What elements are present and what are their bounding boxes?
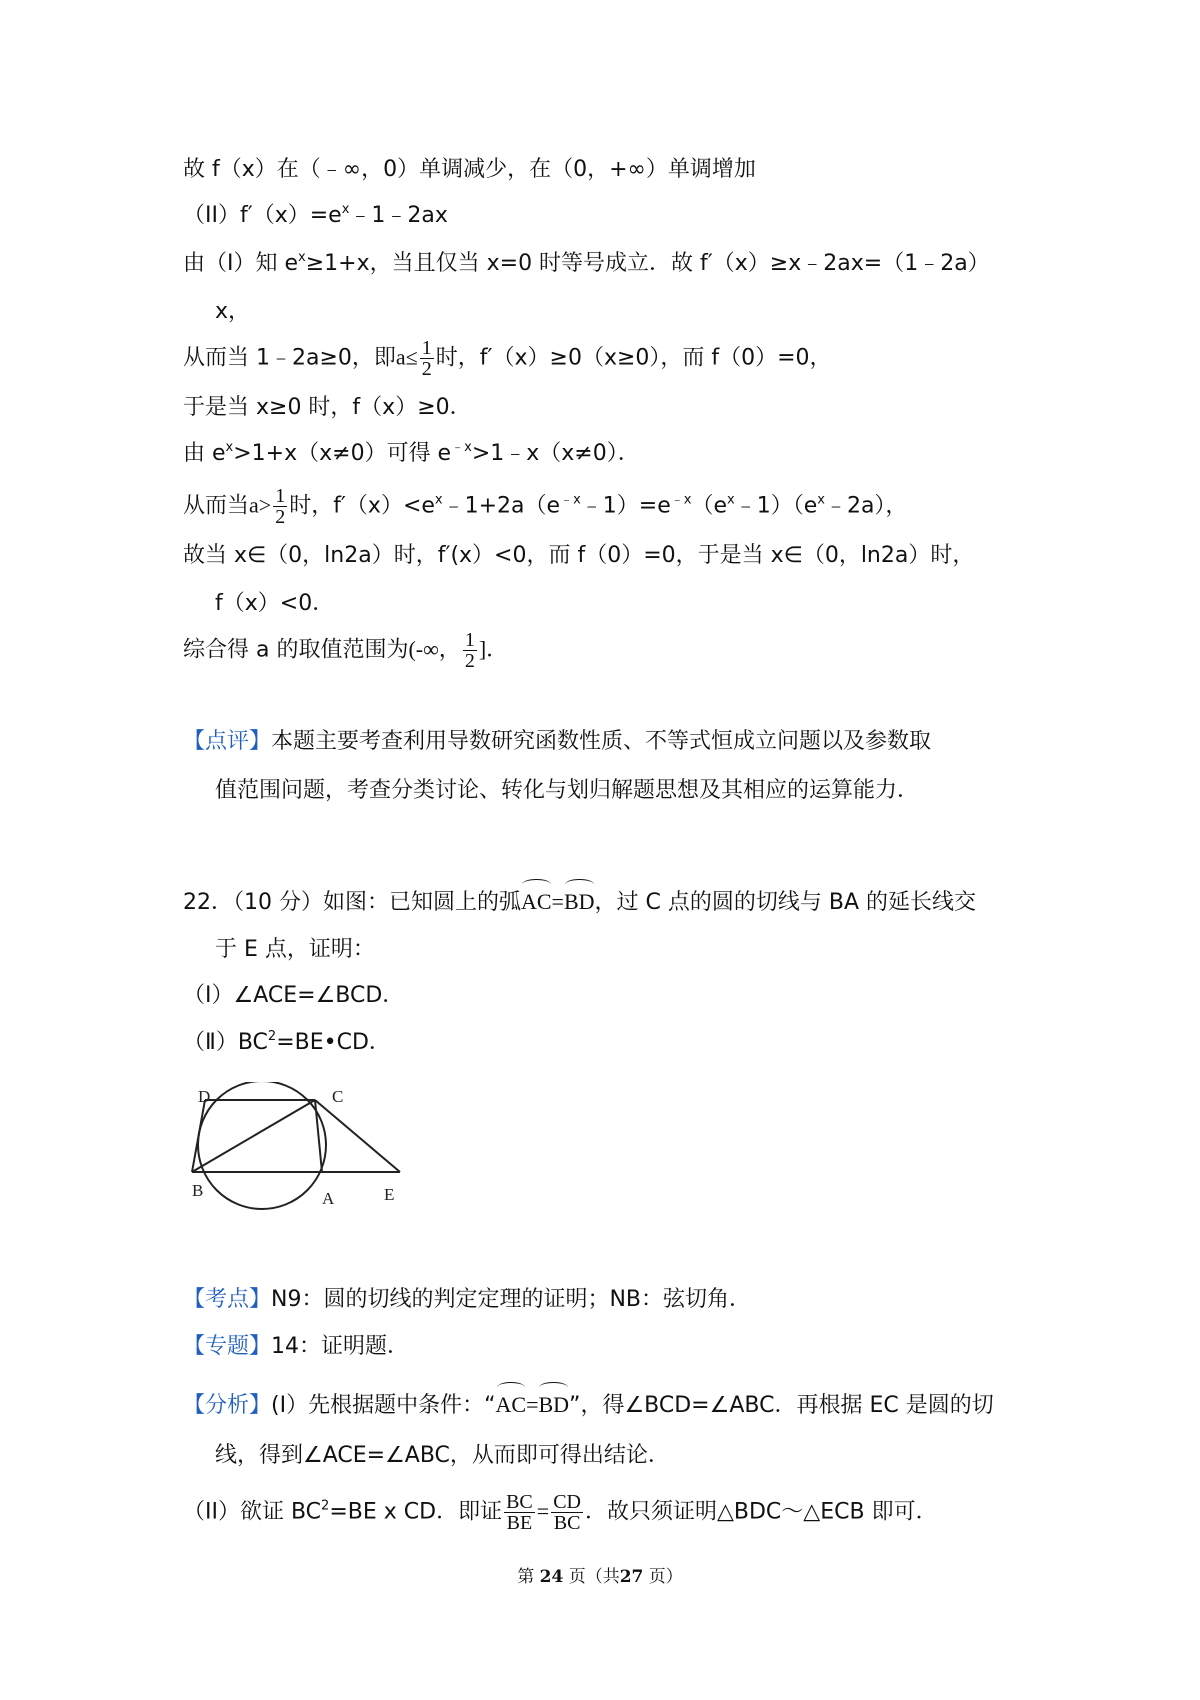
segment-bc: [192, 1100, 315, 1172]
superscript: 2: [267, 1029, 277, 1044]
text: =BE•CD．: [276, 1030, 391, 1055]
text: 于是当 x≥0 时，f（x）≥0．: [183, 395, 472, 420]
comment-line-2: [215, 775, 919, 807]
fraction-numerator: 1: [464, 629, 475, 651]
equals-sign: =: [526, 1392, 539, 1417]
fraction-bc-be: [504, 1492, 535, 1533]
text: ﹣1）（e: [734, 493, 818, 519]
arc-bd: BD: [564, 882, 595, 918]
total-pages: 27: [619, 1567, 644, 1587]
kaodian-line: [183, 1284, 751, 1316]
math-expression: a>: [249, 492, 272, 518]
text: N9：圆的切线的判定定理的证明；NB：弦切角．: [271, 1287, 752, 1312]
solution-line-10: [215, 588, 334, 620]
label-b: B: [192, 1181, 204, 1200]
text: ﹣1﹣2ax: [349, 203, 448, 228]
equals-sign: =: [551, 889, 564, 914]
text: ﹣2a），: [824, 493, 908, 519]
arc-ac: AC: [521, 882, 552, 918]
text: 14：证明题．: [271, 1334, 410, 1359]
text: 故当 x∈（0，ln2a）时，f′(x）<0，而 f（0）=0，于是当 x∈（0，ln2a）时，: [183, 543, 975, 568]
fraction-denominator: BC: [553, 1512, 581, 1534]
text: 时，f′（x）≥0（x≥0），而 f（0）=0，: [435, 345, 832, 371]
superscript: x: [225, 440, 234, 455]
text: >1+x（x≠0）可得 e: [233, 441, 452, 466]
fraction-denominator: 2: [421, 358, 432, 380]
fraction-numerator: 1: [275, 485, 286, 507]
footer-text: 页）: [648, 1567, 683, 1587]
text: f（x）<0．: [215, 591, 335, 616]
fraction-numerator: 1: [421, 337, 432, 359]
equals-sign: =: [536, 1498, 550, 1524]
label-c: C: [332, 1087, 344, 1106]
text: 线，得到∠ACE=∠ABC，从而即可得出结论．: [215, 1443, 670, 1468]
superscript: x: [817, 492, 825, 508]
text: 综合得 a 的取值范围为: [183, 637, 409, 663]
math-expression: (-∞，: [408, 636, 461, 662]
solution-line-1: [183, 154, 756, 186]
fraction-numerator: BC: [506, 1491, 533, 1513]
text: 故 f（x）在（﹣∞，0）单调减少，在（0，+∞）单调增加: [183, 157, 756, 182]
fenxi-line-2: [215, 1440, 670, 1472]
text: x，: [215, 299, 251, 324]
text: ”，得∠BCD=∠ABC．再根据 EC 是圆的切: [569, 1393, 994, 1418]
text: ．故只须证明△BDC～△ECB 即可．: [584, 1499, 938, 1525]
text: 时，f′（x）<e: [289, 493, 435, 519]
text: (I）先根据题中条件：“: [271, 1393, 496, 1418]
fraction-denominator: BE: [506, 1512, 533, 1534]
page-number: 24: [539, 1567, 564, 1587]
text: （II）欲证 BC: [183, 1499, 322, 1525]
fraction-numerator: CD: [553, 1491, 581, 1513]
zhuanti-tag: 【专题】: [183, 1334, 272, 1359]
segment-db: [192, 1100, 205, 1172]
math-expression: a≤: [395, 344, 418, 370]
solution-line-2: [183, 200, 448, 232]
text: 从而当 1﹣2a≥0，即: [183, 345, 396, 371]
fraction-denominator: 2: [464, 650, 475, 672]
superscript: ﹣x: [670, 492, 692, 508]
text: 值范围问题，考查分类讨论、转化与划归解题思想及其相应的运算能力．: [215, 778, 920, 803]
fraction-one-half: [420, 338, 434, 379]
segment-ca: [315, 1100, 322, 1172]
problem-part-1: [183, 980, 404, 1012]
solution-line-4: [215, 296, 250, 328]
superscript: x: [298, 250, 306, 265]
arc-bd: BD: [538, 1385, 569, 1421]
solution-line-9: [183, 540, 974, 572]
kaodian-tag: 【考点】: [183, 1287, 272, 1312]
label-d: D: [198, 1087, 211, 1106]
text: 于 E 点，证明：: [215, 937, 375, 962]
text: （Ⅰ）∠ACE=∠BCD．: [183, 983, 405, 1008]
solution-line-5: [183, 338, 832, 379]
solution-line-3: [183, 248, 990, 280]
label-a: A: [322, 1189, 335, 1208]
zhuanti-line: [183, 1331, 409, 1363]
label-e: E: [384, 1185, 395, 1204]
superscript: ﹣x: [560, 492, 581, 508]
fraction-one-half: [273, 486, 287, 527]
problem-part-2: [183, 1027, 391, 1059]
superscript: ﹣x: [451, 440, 472, 455]
solution-line-11: [183, 630, 508, 671]
footer-text: 第: [517, 1567, 535, 1587]
problem-line-1: [183, 882, 976, 919]
text: =BE x CD．即证: [329, 1499, 503, 1525]
page-footer: [0, 1562, 1200, 1587]
text: （e: [691, 493, 727, 519]
math-expression: ]．: [478, 636, 509, 662]
text: 从而当: [183, 493, 250, 519]
solution-line-8: [183, 486, 907, 527]
solution-line-7: [183, 438, 640, 470]
text: 22．（10 分）如图：已知圆上的弧: [183, 890, 521, 915]
superscript: x: [727, 492, 735, 508]
text: ﹣1）=e: [580, 493, 671, 519]
text: 本题主要考查利用导数研究函数性质、不等式恒成立问题以及参数取: [271, 729, 932, 754]
text: 由 e: [183, 441, 226, 466]
comment-line-1: [183, 726, 931, 758]
text: 由（I）知 e: [183, 251, 299, 276]
fraction-cd-bc: [551, 1492, 583, 1533]
text: （Ⅱ）BC: [183, 1030, 268, 1055]
circle-geometry-figure: [188, 1082, 428, 1222]
solution-line-6: [183, 392, 472, 424]
fraction-denominator: 2: [275, 506, 286, 528]
fenxi-line-3: [183, 1492, 938, 1533]
superscript: x: [341, 202, 350, 217]
superscript: 2: [321, 1498, 330, 1514]
text: （II）f′（x）=e: [183, 203, 342, 228]
comment-tag: 【点评】: [183, 729, 272, 754]
fenxi-tag: 【分析】: [183, 1393, 272, 1418]
superscript: x: [434, 492, 443, 508]
problem-line-2: [215, 934, 375, 966]
text: >1﹣x（x≠0）．: [471, 441, 640, 466]
text: ≥1+x，当且仅当 x=0 时等号成立．故 f′（x）≥x﹣2ax=（1﹣2a）: [305, 251, 990, 276]
circle: [198, 1082, 326, 1209]
segment-ce: [315, 1100, 400, 1172]
footer-text: 页（共: [568, 1567, 620, 1587]
fenxi-line-1: [183, 1385, 994, 1422]
arc-ac: AC: [496, 1385, 527, 1421]
fraction-one-half: [463, 630, 477, 671]
text: ﹣1+2a（e: [442, 493, 561, 519]
text: ，过 C 点的圆的切线与 BA 的延长线交: [594, 890, 977, 915]
